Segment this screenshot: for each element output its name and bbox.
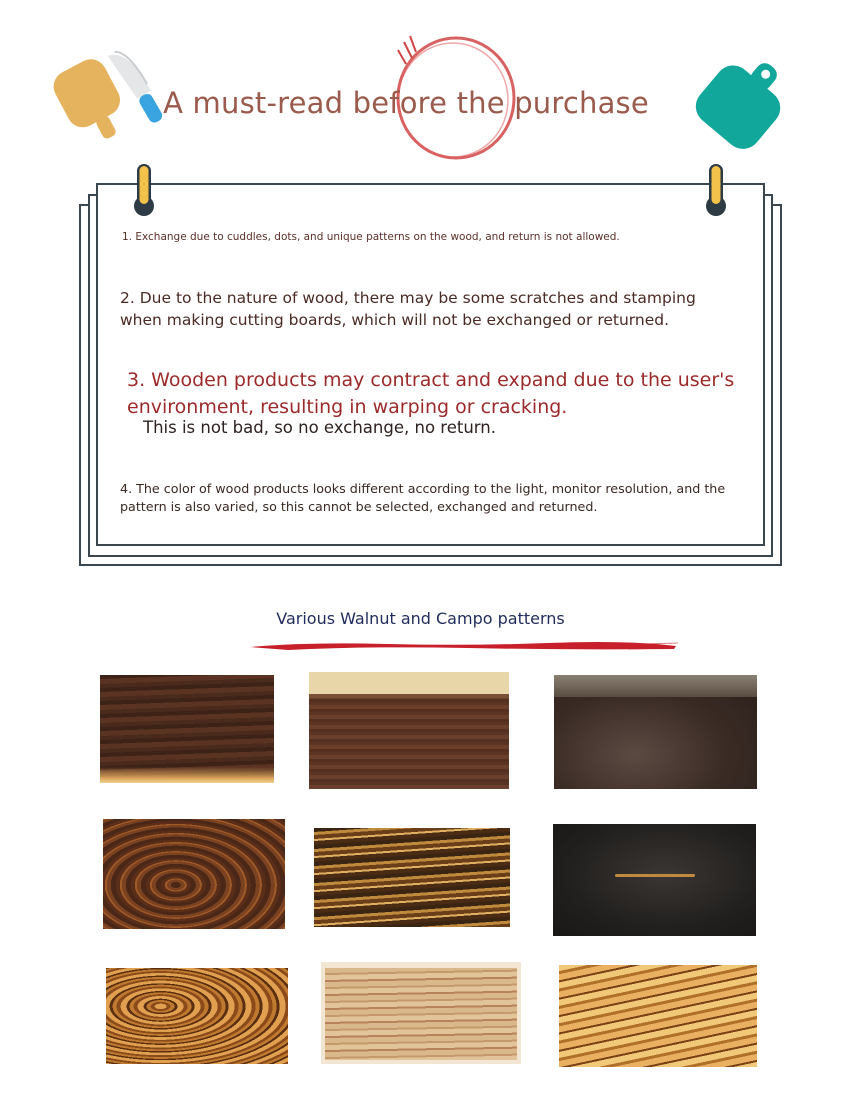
teal-cutting-board-icon (686, 48, 798, 160)
wood-pattern-swatch-5 (314, 828, 510, 927)
left-clip-pin-icon (134, 162, 154, 218)
page-title: A must-read before the purchase (163, 86, 649, 120)
patterns-title: Various Walnut and Campo patterns (276, 609, 565, 628)
notice-item-2: 2. Due to the nature of wood, there may be some scratches and stamping when making cutting boards, which will not be exchanged or returned. (120, 289, 696, 329)
wood-pattern-swatch-6 (553, 824, 756, 936)
wood-pattern-swatch-1 (100, 675, 274, 783)
wood-pattern-swatch-8 (321, 962, 521, 1064)
wood-pattern-swatch-9 (559, 965, 757, 1067)
wood-pattern-swatch-3 (554, 675, 757, 789)
wood-pattern-swatch-7 (106, 968, 288, 1064)
notice-item-1: 1. Exchange due to cuddles, dots, and unique patterns on the wood, and return is not allowed. (122, 231, 620, 243)
wood-pattern-swatch-2 (309, 672, 509, 789)
notice-item-3-note: This is not bad, so no exchange, no return. (143, 418, 496, 437)
notice-item-4: 4. The color of wood products looks different according to the light, monitor resolution, and the pattern is also varied, so this cannot be selected, exchanged and returned. (120, 481, 726, 514)
wood-pattern-swatch-4 (103, 819, 285, 929)
right-clip-pin-icon (706, 162, 726, 218)
red-brush-underline (248, 637, 678, 653)
notice-item-3: 3. Wooden products may contract and expand due to the user's environment, resulting in warping or cracking. (127, 369, 735, 418)
